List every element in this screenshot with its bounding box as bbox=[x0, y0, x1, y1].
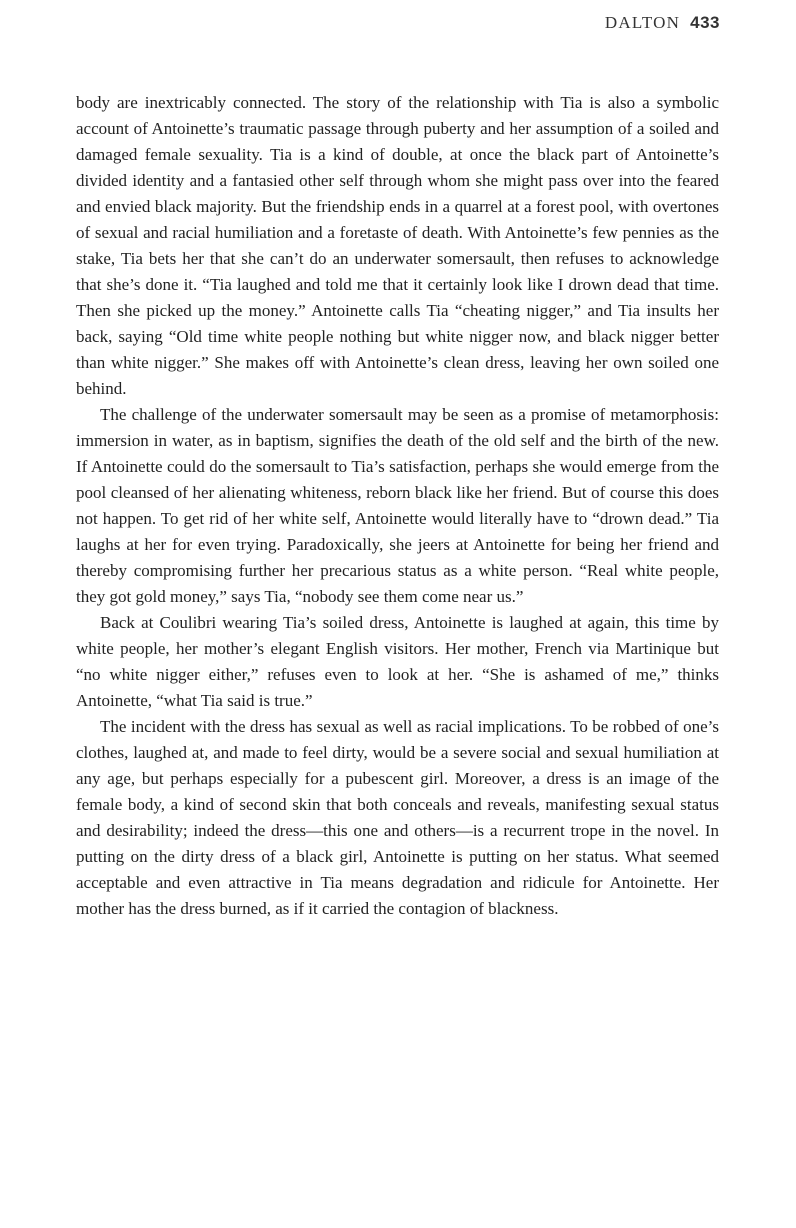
paragraph: Back at Coulibri wearing Tia’s soiled dress, Antoinette is laughed at again, this time by white people, her mother’s elegant English visitors. Her mother, French via Martinique but “no white nigger either,” refuses even to look at her. “She is ashamed of me,” thinks Antoinette, “what Tia said is true.” bbox=[76, 613, 719, 710]
body-text bbox=[76, 90, 719, 922]
paragraph: body are inextricably connected. The story of the relationship with Tia is also a symbolic account of Antoinette’s traumatic passage through puberty and her assumption of a soiled and damaged female sexuality. Tia is a kind of double, at once the black part of Antoinette’s divided identity and a fantasied other self through whom she might pass over into the feared and envied black majority. But the friendship ends in a quarrel at a forest pool, with overtones of sexual and racial humiliation and a foretaste of death. With Antoinette’s few pennies as the stake, Tia bets her that she can’t do an underwater somersault, then refuses to acknowledge that she’s done it. “Tia laughed and told me that it certainly look like I drown dead that time. Then she picked up the money.” Antoinette calls Tia “cheating nigger,” and Tia insults her back, saying “Old time white people nothing but white nigger now, and black nigger better than white nigger.” She makes off with Antoinette’s clean dress, leaving her own soiled one behind. bbox=[76, 93, 719, 398]
page-number: 433 bbox=[690, 13, 720, 32]
paragraph: The incident with the dress has sexual as well as racial implications. To be robbed of one’s clothes, laughed at, and made to feel dirty, would be a severe social and sexual humiliation at any age, but perhaps especially for a pubescent girl. Moreover, a dress is an image of the female body, a kind of second skin that both conceals and reveals, manifesting sexual status and desirability; indeed the dress—this one and others—is a recurrent trope in the novel. In putting on the dirty dress of a black girl, Antoinette is putting on her status. What seemed acceptable and even attractive in Tia means degradation and ridicule for Antoinette. Her mother has the dress burned, as if it carried the contagion of blackness. bbox=[76, 717, 719, 918]
running-head bbox=[605, 13, 720, 33]
running-head-author: DALTON bbox=[604, 13, 681, 32]
paragraph: The challenge of the underwater somersault may be seen as a promise of metamorphosis: immersion in water, as in baptism, signifies the death of the old self and the birth of the new. If Antoinette could do the somersault to Tia’s satisfaction, perhaps she would emerge from the pool cleansed of her alienating whiteness, reborn black like her friend. But of course this does not happen. To get rid of her white self, Antoinette would literally have to “drown dead.” Tia laughs at her for even trying. Paradoxically, she jeers at Antoinette for being her friend and thereby compromising further her precarious status as a white person. “Real white people, they got gold money,” says Tia, “nobody see them come near us.” bbox=[76, 405, 719, 606]
